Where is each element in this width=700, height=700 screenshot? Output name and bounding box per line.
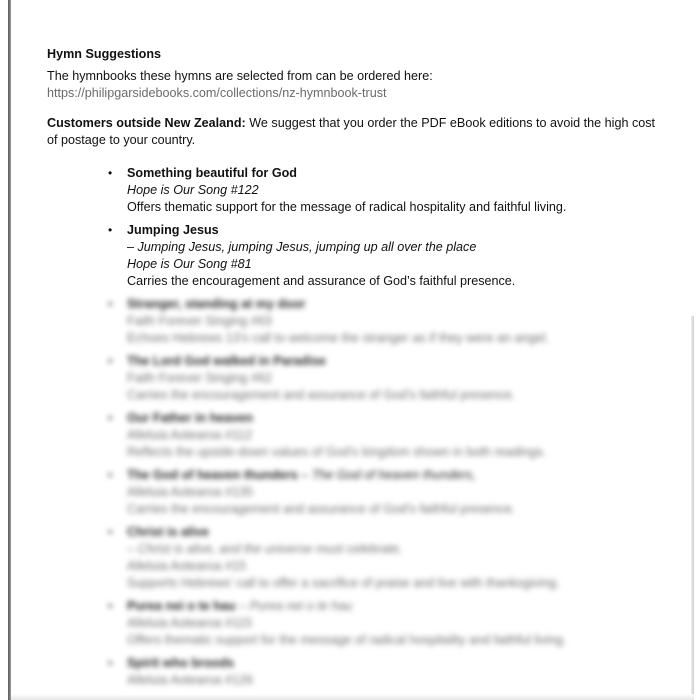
hymn-source: Alleluia Aotearoa #15: [127, 559, 247, 573]
hymn-title-line: [127, 598, 657, 615]
hymn-item: [108, 222, 657, 290]
hymn-first-line: – Jumping Jesus, jumping Jesus, jumping up all over the place: [127, 240, 477, 254]
hymn-source: Faith Forever Singing #62: [127, 371, 272, 385]
hymn-item-blurred: [108, 296, 657, 347]
hymn-item-blurred: [108, 467, 657, 518]
hymn-title: Something beautiful for God: [127, 166, 298, 180]
hymn-item-blurred: [108, 410, 657, 461]
page-left-edge: [8, 0, 11, 700]
hymn-item-blurred: [108, 524, 657, 592]
hymn-title: Stranger, standing at my door: [127, 297, 306, 311]
hymn-note: Offers thematic support for the message of radical hospitality and faithful living.: [127, 633, 567, 647]
hymn-first-line: – The God of heaven thunders,: [297, 468, 476, 482]
hymn-note: Carries the encouragement and assurance of God’s faithful presence.: [127, 502, 516, 516]
hymn-source: Alleluia Aotearoa #112: [127, 428, 253, 442]
hymn-source: Alleluia Aotearoa #126: [127, 673, 254, 687]
page-title: Hymn Suggestions: [47, 47, 162, 61]
hymnbook-link[interactable]: https://philipgarsidebooks.com/collections/nz-hymnbook-trust: [47, 86, 387, 100]
hymn-note: Carries the encouragement and assurance of God’s faithful presence.: [127, 388, 516, 402]
bullet-icon: •: [108, 223, 113, 237]
hymn-note: Carries the encouragement and assurance of God’s faithful presence.: [127, 274, 516, 288]
bullet-icon: •: [108, 411, 113, 425]
bullet-icon: •: [108, 468, 113, 482]
hymn-list: [47, 165, 657, 290]
hymn-title: Our Father in heaven: [127, 411, 253, 425]
hymn-note: Offers thematic support for the message of radical hospitality and faithful living.: [127, 200, 567, 214]
hymn-note: Reflects the upside-down values of God’s kingdom shown in both readings.: [127, 445, 547, 459]
customers-note: [47, 115, 657, 149]
hymn-item: [108, 165, 657, 216]
hymn-source: Alleluia Aotearoa #135: [127, 485, 254, 499]
bullet-icon: •: [108, 656, 113, 670]
blurred-hymn-list: [47, 296, 657, 689]
bullet-icon: •: [108, 166, 113, 180]
intro-text: The hymnbooks these hymns are selected from can be ordered here:: [47, 69, 433, 83]
hymn-title-line: [127, 467, 657, 484]
hymn-title: Christ is alive: [127, 525, 209, 539]
customers-label: Customers outside New Zealand:: [47, 116, 246, 130]
hymn-first-line: – Christ is alive, and the universe must celebrate,: [127, 542, 403, 556]
page-right-edge: [691, 316, 694, 700]
bullet-icon: •: [108, 297, 113, 311]
bullet-icon: •: [108, 354, 113, 368]
customers-text: We suggest that you order the PDF eBook editions to avoid the high cost of postage to your country.: [47, 116, 656, 147]
hymn-title: Spirit who broods: [127, 656, 235, 670]
hymn-title: The Lord God walked in Paradise: [127, 354, 326, 368]
hymn-title: Jumping Jesus: [127, 223, 219, 237]
hymn-item-blurred: [108, 598, 657, 649]
hymn-source: Alleluia Aotearoa #115: [127, 616, 253, 630]
bullet-icon: •: [108, 525, 113, 539]
hymn-title: Purea nei o te hau: [127, 599, 236, 613]
hymn-source: Hope is Our Song #122: [127, 183, 259, 197]
bullet-icon: •: [108, 599, 113, 613]
hymn-title: The God of heaven thunders: [127, 468, 298, 482]
hymn-source: Faith Forever Singing #63: [127, 314, 272, 328]
hymn-item-blurred: [108, 655, 657, 689]
hymn-item-blurred: [108, 353, 657, 404]
hymn-note: Supports Hebrews’ call to offer a sacrifice of praise and live with thanksgiving.: [127, 576, 560, 590]
hymn-source: Hope is Our Song #81: [127, 257, 252, 271]
hymn-first-line: – Purea nei o te hau: [235, 599, 353, 613]
hymn-note: Echoes Hebrews 13’s call to welcome the stranger as if they were an angel.: [127, 331, 549, 345]
document-body: [47, 46, 657, 695]
